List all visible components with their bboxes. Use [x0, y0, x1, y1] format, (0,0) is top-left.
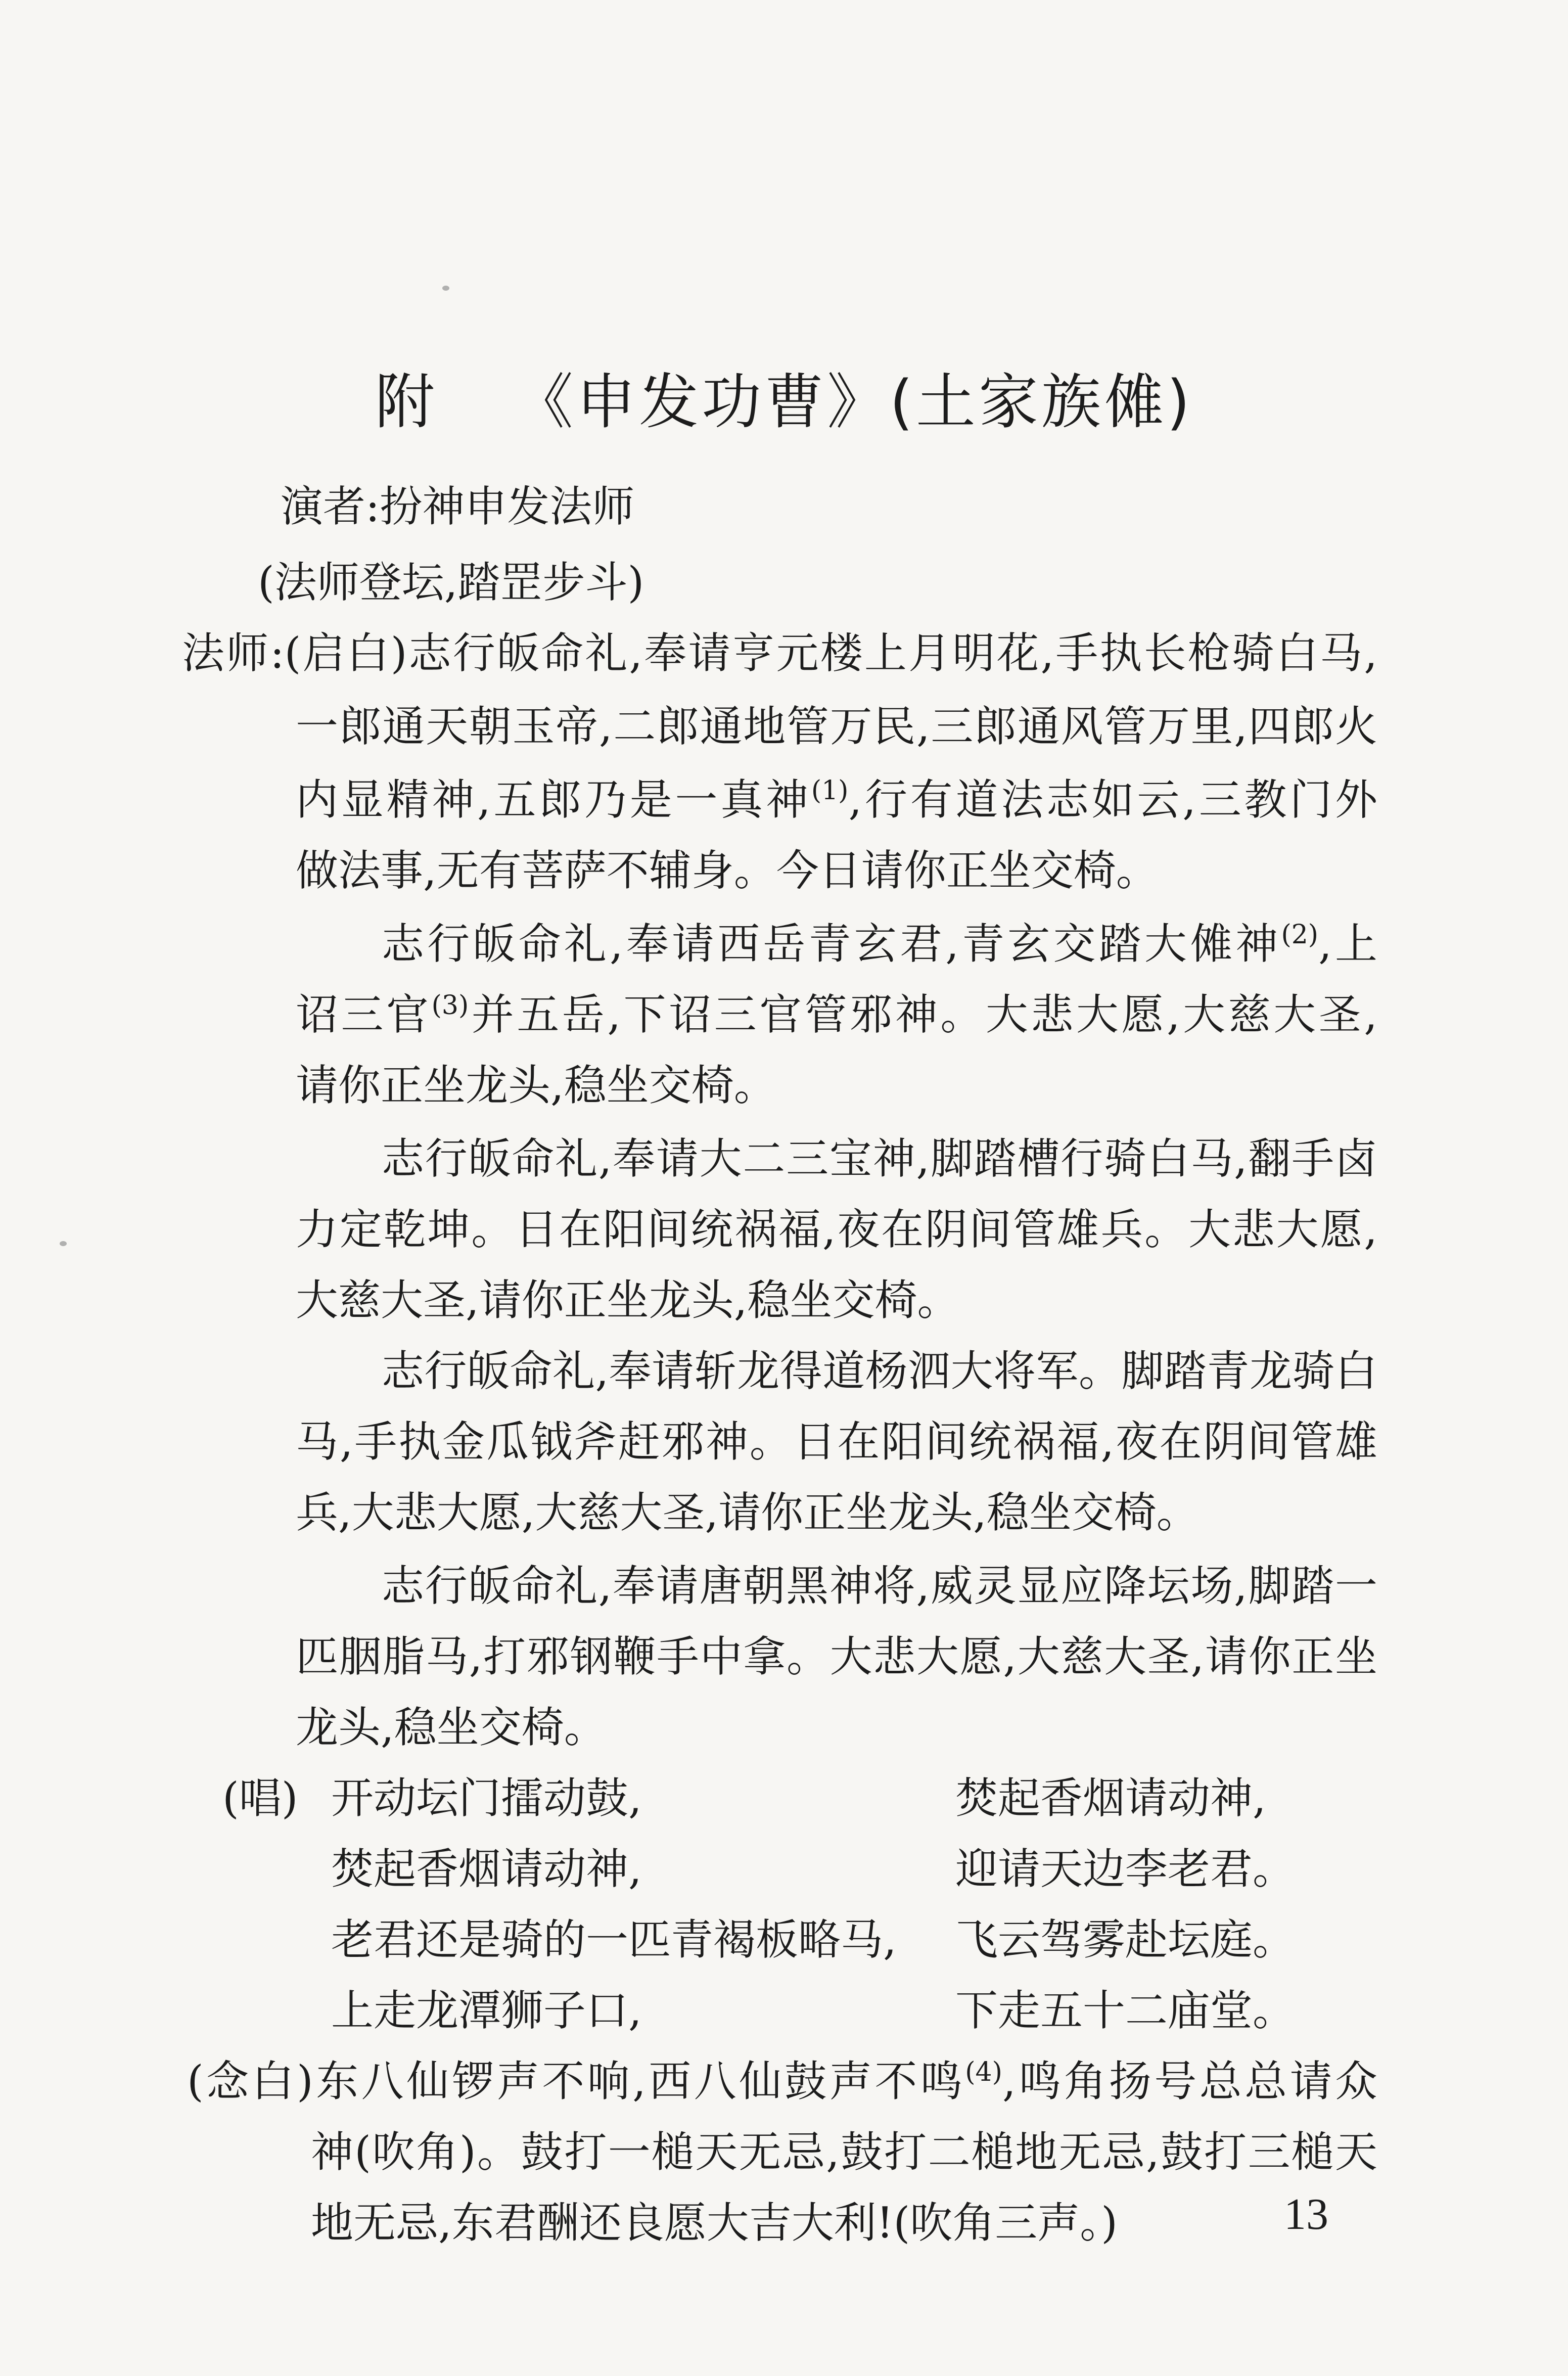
para3-line-2: 力定乾坤。日在阳间统祸福,夜在阴间管雄兵。大悲大愿, — [296, 1205, 1377, 1254]
song-row-4-left: 上走龙潭狮子口, — [331, 1986, 642, 2035]
para5-line-1: 志行皈命礼,奉请唐朝黑神将,威灵显应降坛场,脚踏一 — [382, 1561, 1377, 1611]
para2-line-2-text-a: 诏三官 — [296, 990, 432, 1039]
print-speck — [442, 286, 449, 291]
title-lead: 附 — [375, 367, 438, 437]
song-row-2-right: 迎请天边李老君。 — [955, 1844, 1296, 1894]
cast-line: 演者:扮神申发法师 — [281, 482, 635, 531]
speech-line-3-text-b: ,行有道法志如云,三教门外 — [848, 775, 1377, 825]
print-speck — [60, 1241, 67, 1246]
song-row-1-left: 开动坛门擂动鼓, — [331, 1773, 642, 1823]
speech-line-1: 法师:(启白)志行皈命礼,奉请亨元楼上月明花,手执长枪骑白马, — [182, 628, 1377, 678]
para2-line-1-text-a: 志行皈命礼,奉请西岳青玄君,青玄交踏大傩神 — [382, 919, 1281, 969]
para4-line-3: 兵,大悲大愿,大慈大圣,请你正坐龙头,稳坐交椅。 — [296, 1488, 1199, 1537]
song-row-4-right: 下走五十二庙堂。 — [955, 1986, 1296, 2035]
footnote-marker-3: (3) — [431, 990, 469, 1021]
para2-line-2-text-b: 并五岳,下诏三官管邪神。大悲大愿,大慈大圣, — [469, 990, 1377, 1039]
page-number: 13 — [1284, 2190, 1328, 2239]
speech-line-2: 一郎通天朝玉帝,二郎通地管万民,三郎通风管万里,四郎火 — [296, 702, 1377, 751]
speech-line-3-text-a: 内显精神,五郎乃是一真神 — [296, 775, 811, 825]
speech-line-3 — [296, 775, 1377, 825]
stage-direction: (法师登坛,踏罡步斗) — [258, 558, 644, 607]
chant-line-1 — [187, 2057, 1378, 2106]
para2-line-1 — [382, 919, 1378, 969]
chant-line-2: 神(吹角)。鼓打一槌天无忌,鼓打二槌地无忌,鼓打三槌天 — [311, 2127, 1377, 2177]
song-label: (唱) — [222, 1773, 298, 1823]
song-row-3-right: 飞云驾雾赴坛庭。 — [955, 1915, 1296, 1964]
title-main: 《申发功曹》(土家族傩) — [513, 367, 1193, 437]
song-row-3-left: 老君还是骑的一匹青褐板略马, — [331, 1915, 897, 1964]
chant-line-3: 地无忌,东君酬还良愿大吉大利!(吹角三声。) — [311, 2198, 1118, 2248]
footnote-marker-2: (2) — [1281, 920, 1319, 950]
speech-line-4: 做法事,无有菩萨不辅身。今日请你正坐交椅。 — [296, 846, 1159, 895]
para5-line-3: 龙头,稳坐交椅。 — [296, 1703, 607, 1752]
song-row-1-right: 焚起香烟请动神, — [955, 1773, 1266, 1823]
chant-line-1-text-a: (念白)东八仙锣声不响,西八仙鼓声不鸣 — [187, 2057, 965, 2106]
para4-line-1: 志行皈命礼,奉请斩龙得道杨泗大将军。脚踏青龙骑白 — [382, 1346, 1377, 1396]
song-row-2-left: 焚起香烟请动神, — [331, 1844, 642, 1894]
para5-line-2: 匹胭脂马,打邪钢鞭手中拿。大悲大愿,大慈大圣,请你正坐 — [296, 1632, 1377, 1681]
para2-line-1-text-b: ,上 — [1318, 919, 1378, 969]
footnote-marker-4: (4) — [965, 2057, 1002, 2087]
footnote-marker-1: (1) — [811, 775, 849, 806]
page-title — [0, 354, 1568, 440]
para3-line-3: 大慈大圣,请你正坐龙头,稳坐交椅。 — [296, 1275, 960, 1325]
para4-line-2: 马,手执金瓜钺斧赶邪神。日在阳间统祸福,夜在阴间管雄 — [296, 1417, 1377, 1467]
para2-line-2 — [296, 990, 1377, 1039]
chant-line-1-text-b: ,鸣角扬号总总请众 — [1002, 2057, 1378, 2106]
para3-line-1: 志行皈命礼,奉请大二三宝神,脚踏槽行骑白马,翻手卤 — [382, 1134, 1377, 1183]
para2-line-3: 请你正坐龙头,稳坐交椅。 — [296, 1061, 776, 1110]
